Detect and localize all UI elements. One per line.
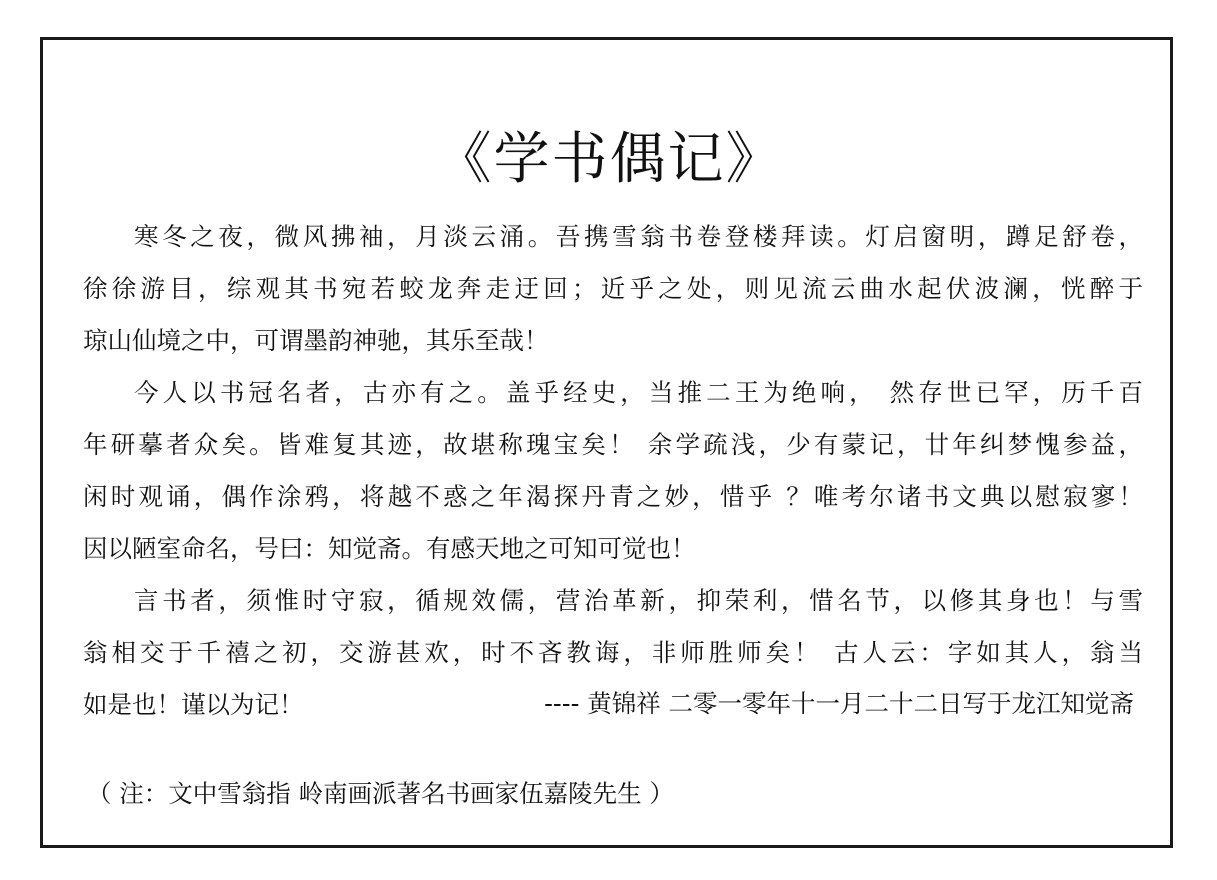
document-title: 《学书偶记》 [435, 127, 784, 192]
footnote: （ 注：文中雪翁指 岭南画派著名书画家伍嘉陵先生 ） [87, 779, 674, 808]
document-frame [40, 37, 1173, 848]
paragraph-1-line-3: 琼山仙境之中，可谓墨韵神驰，其乐至哉！ [83, 326, 549, 355]
paragraph-2-line-4: 因以陋室命名，号曰：知觉斋。有感天地之可知可觉也！ [83, 534, 696, 563]
paragraph-3-line-3: 如是也！谨以为记！ [83, 690, 304, 719]
author-signature: ---- 黄锦祥 二零一零年十一月二十二日写于龙江知觉斋 [544, 689, 1134, 718]
paragraph-2-line-2: 年研摹者众矣。皆难复其迹，故堪称瑰宝矣！ 余学疏浅，少有蒙记，廿年纠梦愧参益， [83, 430, 1143, 459]
paragraph-2-line-1: 今人以书冠名者，古亦有之。盖乎经史，当推二王为绝响， 然存世已罕，历千百 [134, 378, 1143, 407]
paragraph-2-line-3: 闲时观诵，偶作涂鸦，将越不惑之年渴探丹青之妙，惜乎 ？唯考尔诸书文典以慰寂寥！ [83, 482, 1143, 511]
paragraph-1-line-2: 徐徐游目，综观其书宛若蛟龙奔走迂回；近乎之处，则见流云曲水起伏波澜，恍醉于 [83, 274, 1143, 303]
paragraph-3-line-2: 翁相交于千禧之初，交游甚欢，时不吝教诲，非师胜师矣！ 古人云：字如其人，翁当 [83, 638, 1143, 667]
paragraph-1-line-1: 寒冬之夜，微风拂袖，月淡云涌。吾携雪翁书卷登楼拜读。灯启窗明，蹲足舒卷， [134, 222, 1143, 251]
paragraph-3-line-1: 言书者，须惟时守寂，循规效儒，营治革新，抑荣利，惜名节，以修其身也！与雪 [134, 586, 1143, 615]
